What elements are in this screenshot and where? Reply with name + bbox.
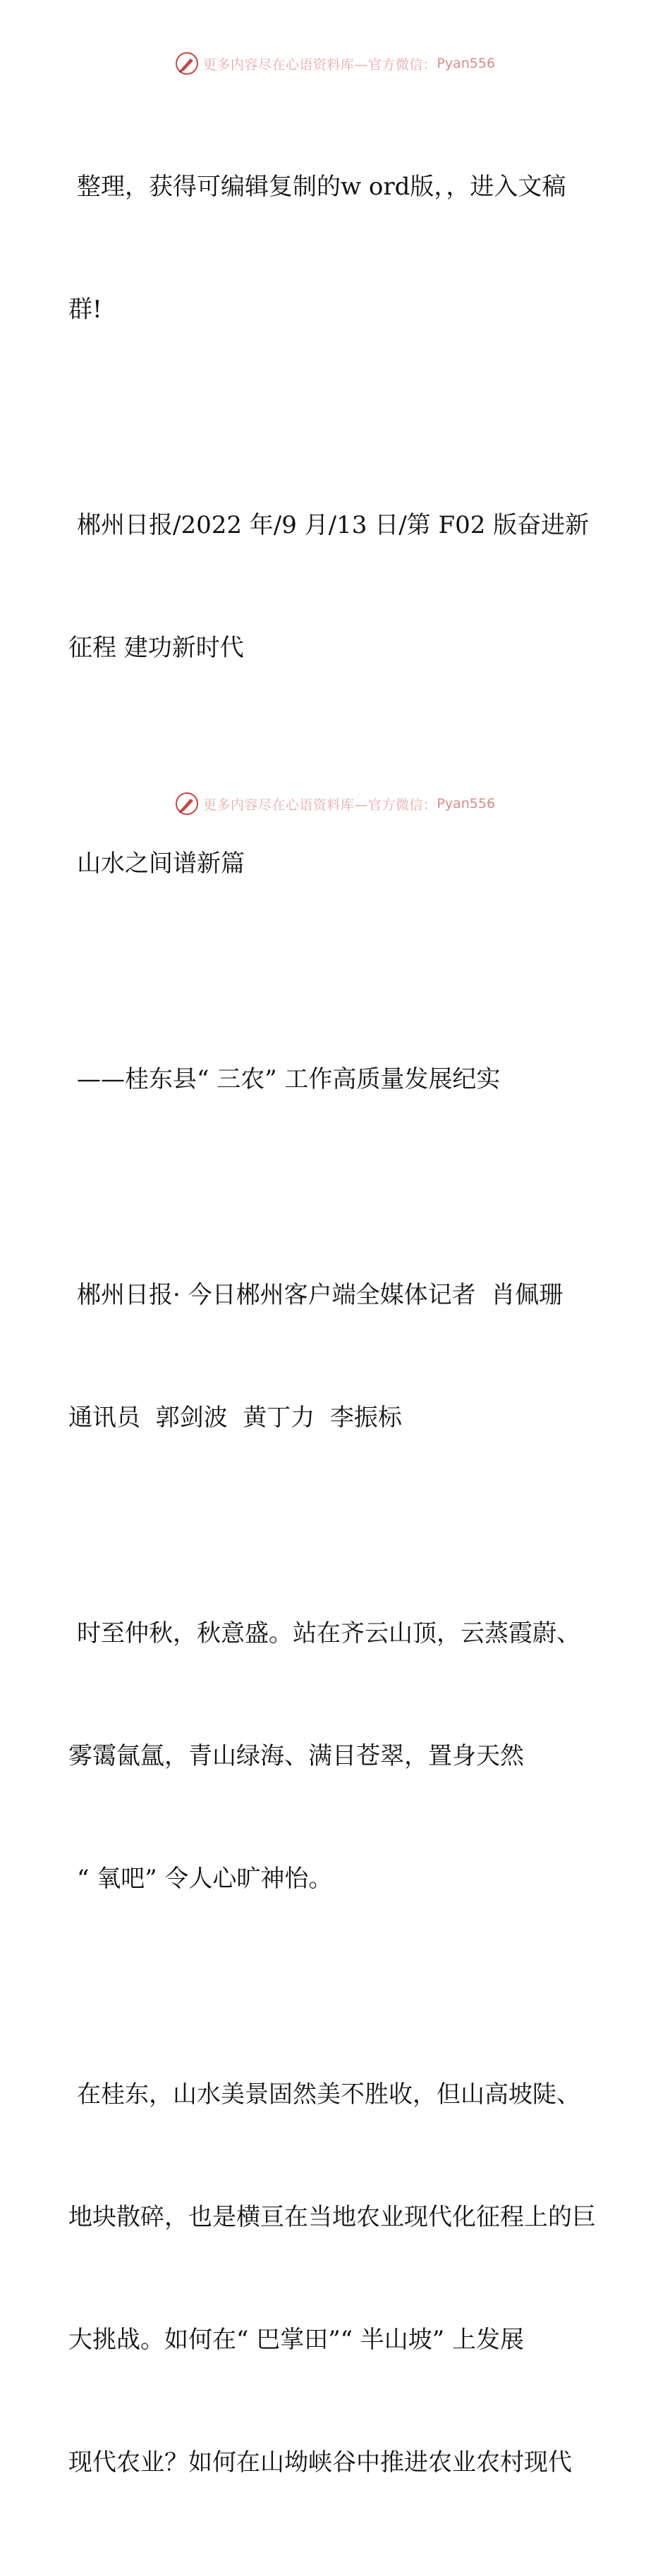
paragraph	[68, 1992, 604, 2565]
text-line: 在桂东，山水美景固然美不胜收，但山高坡陡、	[77, 2080, 580, 2109]
paragraph	[68, 85, 604, 412]
text-line: 地块散碎，也是横亘在当地农业现代化征程上的巨	[68, 2203, 596, 2231]
text-line: 大挑战。如何在“ 巴掌田”“ 半山坡” 上发展	[68, 2326, 524, 2354]
text-line: “ 氧吧” 令人心旷神怡。	[77, 1865, 333, 1893]
text-line: 时至仲秋，秋意盛。站在齐云山顶，云蒸霞蔚、	[77, 1619, 580, 1648]
text-line: 雾霭氤氲，青山绿海、满目苍翠，置身天然	[68, 1742, 524, 1770]
watermark-id: Pyan556	[437, 56, 496, 71]
pen-logo-icon	[175, 51, 199, 75]
article-subtitle	[68, 977, 604, 1182]
paragraph	[68, 423, 604, 750]
watermark-header	[0, 49, 670, 78]
text-line: 征程 建功新时代	[68, 634, 244, 662]
text-line: 郴州日报· 今日郴州客户端全媒体记者 肖佩珊	[77, 1281, 564, 1309]
text-line: 现代农业？如何在山坳峡谷中推进农业农村现代	[68, 2448, 572, 2477]
watermark-text: 更多内容尽在心语资料库—官方微信：	[202, 56, 437, 73]
paragraph	[68, 1531, 604, 1981]
text-line: 通讯员 郭剑波 黄丁力 李振标	[68, 1404, 402, 1432]
watermark-text: 更多内容尽在心语资料库—官方微信：	[202, 797, 437, 813]
pen-logo-icon	[175, 792, 199, 816]
text-line: 群!	[68, 295, 102, 324]
text-line: 整理，获得可编辑复制的w ord版，，进入文稿	[77, 173, 566, 201]
document-body	[68, 85, 604, 2576]
text-line: 山水之间谱新篇	[77, 850, 245, 878]
text-line: 郴州日报/2022 年/9 月/13 日/第 F02 版奋进新	[77, 511, 590, 539]
watermark-id: Pyan556	[437, 796, 496, 811]
byline	[68, 1193, 604, 1520]
watermark-footer	[0, 790, 670, 818]
text-line: ——桂东县“ 三农” 工作高质量发展纪实	[77, 1065, 501, 1093]
